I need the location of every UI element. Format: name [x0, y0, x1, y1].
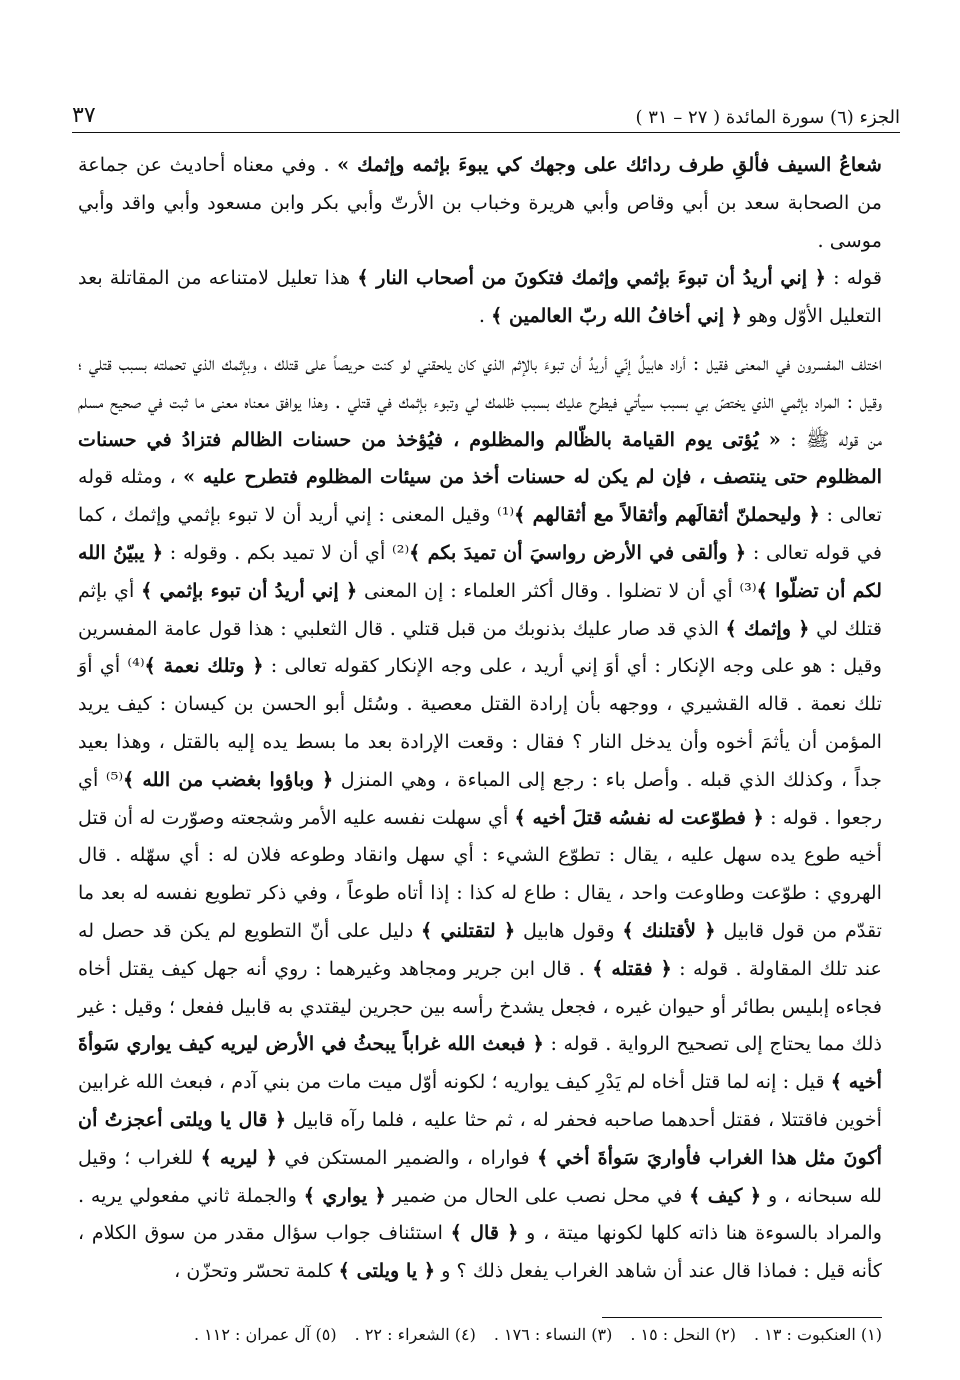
paragraph [78, 146, 882, 259]
quoted-text: ﴿ وألقى في الأرض رواسيَ أن تميدَ بكم ﴾ [409, 540, 747, 564]
commentary-text: فواراه ، والضمير المستكن في [277, 1145, 538, 1169]
commentary-text: دليل على أنّ التطويع لم يكن قد حصل له عند تلك المقاولة . قوله : [78, 918, 883, 980]
quoted-text: ﴿ كيف ﴾ [689, 1183, 762, 1207]
footnote: (١) العنكبوت : ١٣ . [754, 1325, 882, 1344]
quoted-text: ﴿ قال ﴾ [450, 1221, 519, 1245]
commentary-text: . [478, 304, 492, 328]
quoted-text: ﴿ وباؤوا بغضب من الله ﴾ [123, 767, 334, 791]
footnote: (٣) النساء : ١٧٦ . [493, 1325, 613, 1344]
commentary-text: للغراب ؛ وقيل لله سبحانه ، و [78, 1145, 882, 1207]
commentary-text: وقول هابيل [515, 918, 623, 942]
commentary-text: ⁽⁵⁾ أي رجعوا . قوله : [78, 767, 882, 829]
commentary-text: ⁽²⁾ أي أن لا تميد بكم . وقوله : [163, 540, 410, 564]
footnote: (٤) الشعراء : ٢٢ . [354, 1325, 476, 1344]
commentary-text: قوله : [826, 266, 882, 290]
commentary-text: ⁽³⁾ أي أن لا تضلوا . وقال أكثر العلماء : إن المعنى [357, 578, 757, 602]
footnote-separator [602, 1317, 882, 1318]
commentary-text: ⁽⁴⁾ أي أوَ تلك نعمة . قاله القشيري ، ووجهه بأن إرادة القتل معصية . وسُئل أبو الحسن بن كيسان : كيف يريد المؤمن أن يأثمَ أخوه وأن يدخل النار ؟ فقال : وقعت الإرادة بعد ما بسط يده إليه بالقتل ، وهذا بعيد جداً ، وكذلك الذي قبله . وأصل باء : رجع إلى المباءة ، وهي المنزل [78, 654, 882, 791]
running-header [72, 96, 900, 133]
quoted-text: ﴿ قال يا ويلتى أعجزتُ أن أكونَ مثل هذا الغراب فأواريَ سَوأةَ أخي ﴾ [78, 1107, 882, 1169]
quoted-text: شعاعُ السيف فألقِ طرف ردائك على وجهك كي يبوءَ بإثمه وإثمك » [337, 153, 882, 176]
running-title: الجزء (٦) سورة المائدة ( ٢٧ – ٣١ ) [635, 107, 900, 128]
commentary-text: أي سهلت نفسه عليه الأمر وشجعته وصوّرت له أن قتل أخيه طوع يده سهل عليه ، يقال : تطوّع الشيء : أي سهل وانقاد وطوعه فلان له : أي سهّله . قال الهروي : طوّعت وطاوعت واحد ، يقال : طاع له كذا : إذا أتاه طوعاً ، وفي ذكر تطويع نفسه له بعد ما تقدّم من قول قابيل [78, 805, 883, 942]
quoted-text: ﴿ إني أريدُ أن تبوءَ بإثمي وإثمك فتكونَ من أصحاب النار ﴾ [357, 266, 827, 290]
commentary-text: استئناف جواب سؤال مقدر من سوق الكلام ، كأنه قيل : فماذا قال عند أن شاهد الغراب يفعل ذلك ؟ و [78, 1221, 882, 1283]
footnote: (٥) آل عمران : ١١٢ . [193, 1325, 337, 1344]
commentary-text: ⁽¹⁾ وقيل المعنى : إني أريد أن لا تبوء بإثمي وإثمك ، كما في قوله تعالى : [78, 503, 882, 564]
quoted-text: ﴿ فطوّعت له نفسُه قتلَ أخيه ﴾ [514, 805, 764, 829]
commentary-text: . وفي معناه أحاديث عن جماعة من الصحابة سعد بن أبي وقاص وأبي هريرة وخباب بن الأرتّ وأبي بكر وابن مسعود وأبي واقد وأبي موسى . [78, 153, 882, 252]
footnotes [78, 1322, 882, 1348]
quoted-text: ﴿ وليحملنّ أثقالَهم وأثقالاً مع أثقالهم ﴾ [514, 503, 820, 527]
quoted-text: ﴿ يبيّنُ الله لكم أن تضلّوا ﴾ [78, 540, 882, 602]
commentary-text: والجملة ثاني مفعولي يريه . والمراد بالسوءة هنا ذاته كلها لكونها ميتة ، و [78, 1183, 882, 1245]
paragraph [78, 259, 882, 335]
quoted-text: ﴿ فقتله ﴾ [592, 956, 672, 980]
footnote: (٢) النحل : ١٥ . [630, 1325, 737, 1344]
quoted-text: ﴿ يا ويلتى ﴾ [338, 1259, 436, 1283]
main-text [78, 146, 882, 1290]
paragraph [78, 345, 882, 1290]
quoted-text: ﴿ إني أخافُ الله ربّ العالمين ﴾ [491, 304, 743, 328]
commentary-text: في محل نصب على الحال من ضمير [385, 1183, 690, 1207]
page-number: ٣٧ [72, 103, 96, 128]
quoted-text: ﴿ ليريه ﴾ [200, 1145, 278, 1169]
commentary-text: . قال ابن جرير ومجاهد وغيرهما : روي أنه جهل كيف يقتل أخاه فجاءه إبليس بطائر أو حيوان غيره ، فجعل يشدخ رأسه بين حجرين ليقتدي به قابيل ففعل ؛ وقيل : غير ذلك مما يحتاج إلى تصحيح الرواية . قوله : [78, 956, 882, 1056]
commentary-text: الذي قد صار عليك بذنوبك من قبل قتلي . قال الثعلبي : هذا قول عامة المفسرين وقيل : هو على وجه الإنكار : أي أوَ إني أريد ، على وجه الإنكار كقوله تعالى : [78, 616, 882, 678]
quoted-text: ﴿ فبعث الله غراباً يبحثُ في الأرض ليريه كيف يواري سَوأةَ أخيه ﴾ [78, 1032, 882, 1094]
commentary-text: اختلف المفسرون في المعنى فقيل : أراد هابيلُ إنّي أريدُ أن تبوءَ بالإثم الذي كان يلحقني لو كنت حريصاً على قتلك ، وبإثمك الذي تحملته بسبب قتلي ؛ وقيل : المراد بإثمي الذي يختصّ بي بسبب سيأتي فيطرح عليك بسبب ظلمك لي وتبوء بإثمك في قتلي . وهذا يوافق معناه معنى ما ثبت في صحيح مسلم من قوله ﷺ : [78, 351, 882, 451]
commentary-text: ، ومثله قوله تعالى : [78, 465, 882, 527]
quoted-text: ﴿ وتلك نعمة ﴾ [144, 654, 264, 678]
quoted-text: ﴿ لأقتلنك ﴾ [622, 918, 716, 942]
quoted-text: ﴿ إني أريدُ أن تبوء بإثمي ﴾ [141, 578, 358, 602]
quoted-text: « يُؤتى يوم القيامة بالظّالم والمظلوم ، فيُؤخذ من حسنات الظالم فتزادُ في حسنات المظلوم حتى ينتصف ، فإن لم يكن له حسنات أخذ من سيئات المظلوم فتطرح عليه » [78, 427, 883, 489]
quoted-text: ﴿ لتقتلني ﴾ [420, 918, 516, 942]
commentary-text: هذا تعليل لامتناعه من المقاتلة بعد التعليل الأوّل وهو [78, 266, 882, 328]
commentary-text: كلمة تحسّر وتحزّن ، [174, 1259, 339, 1283]
commentary-text: قيل : إنه لما قتل أخاه لم يَدْرِ كيف يواريه ؛ لكونه أوّل ميت مات من بني آدم ، فبعث الله غرابين أخوين فاقتتلا ، فقتل أحدهما صاحبه فحفر له ، ثم حثا عليه ، فلما رآه قابيل [78, 1070, 882, 1131]
quoted-text: ﴿ يواري ﴾ [303, 1183, 386, 1207]
commentary-text: أي بإثم قتلك لي [78, 578, 882, 640]
quoted-text: ﴿ وإثمك ﴾ [725, 616, 810, 640]
